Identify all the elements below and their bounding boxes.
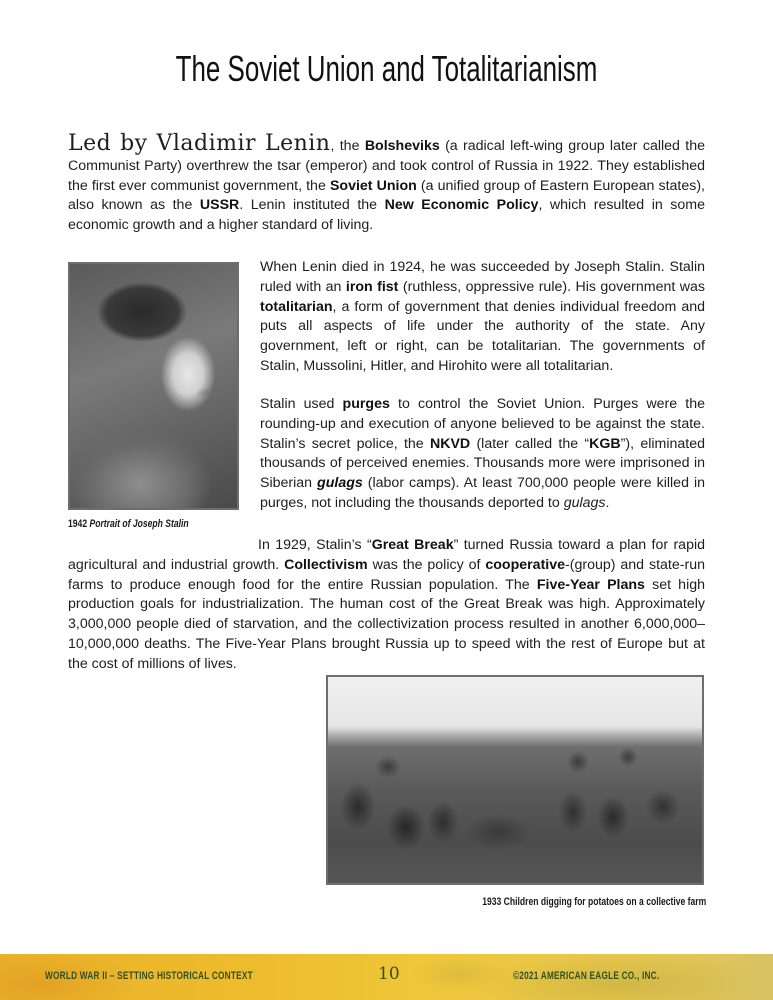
term-collectivism: Collectivism [284, 556, 368, 573]
term-nkvd: NKVD [429, 435, 471, 452]
collective-farm-image [326, 675, 704, 885]
term-ussr: USSR [199, 197, 240, 214]
collective-farm-caption: 1933 Children digging for potatoes on a collective farm [481, 896, 706, 908]
stalin-portrait-caption: 1942 Portrait of Joseph Stalin [68, 518, 189, 530]
term-purges: purges [342, 396, 390, 412]
term-new-economic-policy: New Economic Policy [384, 197, 539, 214]
term-bolsheviks: Bolsheviks [364, 138, 440, 154]
page-footer [0, 954, 773, 1000]
term-totalitarian: totalitarian [260, 298, 333, 315]
term-five-year-plans: Five-Year Plans [536, 576, 645, 593]
term-iron-fist: iron fist [345, 278, 399, 295]
footer-copyright: ©2021 AMERICAN EAGLE CO., INC. [513, 970, 660, 982]
term-gulags: gulags [317, 475, 363, 492]
term-cooperative: cooperative [485, 556, 566, 573]
great-break-paragraph: In 1929, Stalin’s “Great Break” turned Russia toward a plan for rapid agricultural and industrial growth. Collectivism was the policy of cooperative-(group) and state-run farms to produce enough food for the entire Russian population. The Five-Year Plans set high production goals for industrialization. The human cost of the Great Break was high. Approximately 3,000,000 people died of starvation, and the collectivization process resulted in another 6,000,000–10,000,000 deaths. The Five-Year Plans brought Russia up to speed with the rest of Europe but at the cost of millions of lives. [68, 537, 706, 672]
purges-paragraph: Stalin used purges to control the Soviet Union. Purges were the rounding-up and execution of anyone believed to be against the state. Stalin’s secret police, the NKVD (later called the “KGB”), eliminated thousands of perceived enemies. Thousands more were imprisoned in Siberian gulags (labor camps). At least 700,000 people were killed in purges, not including the thousands deported to gulags. [260, 396, 705, 511]
stalin-portrait-image [68, 262, 239, 510]
lead-in: Led by Vladimir Lenin [68, 131, 331, 156]
term-great-break: Great Break [371, 537, 454, 553]
footer-book-title: WORLD WAR II – SETTING HISTORICAL CONTEXT [45, 970, 253, 982]
page-title: The Soviet Union and Totalitarianism [175, 48, 598, 89]
intro-paragraph: Led by Vladimir Lenin, the Bolsheviks (a radical left-wing group later called the Communist Party) overthrew the tsar (emperor) and took control of Russia in 1922. They established the first ever communist government, the Soviet Union (a unified group of Eastern European states), also known as the USSR. Lenin instituted the New Economic Policy, which resulted in some economic growth and a higher standard of living. [68, 131, 705, 234]
page-number: 10 [378, 964, 400, 984]
stalin-paragraph: When Lenin died in 1924, he was succeeded by Joseph Stalin. Stalin ruled with an iron fist (ruthless, oppressive rule). His government was totalitarian, a form of government that denies individual freedom and puts all aspects of life under the authority of the state. Any government, left or right, can be totalitarian. The governments of Stalin, Mussolini, Hitler, and Hirohito were all totalitarian. [260, 259, 705, 374]
term-soviet-union: Soviet Union [329, 177, 417, 194]
farm-figures [328, 737, 702, 863]
term-kgb: KGB [589, 435, 621, 452]
